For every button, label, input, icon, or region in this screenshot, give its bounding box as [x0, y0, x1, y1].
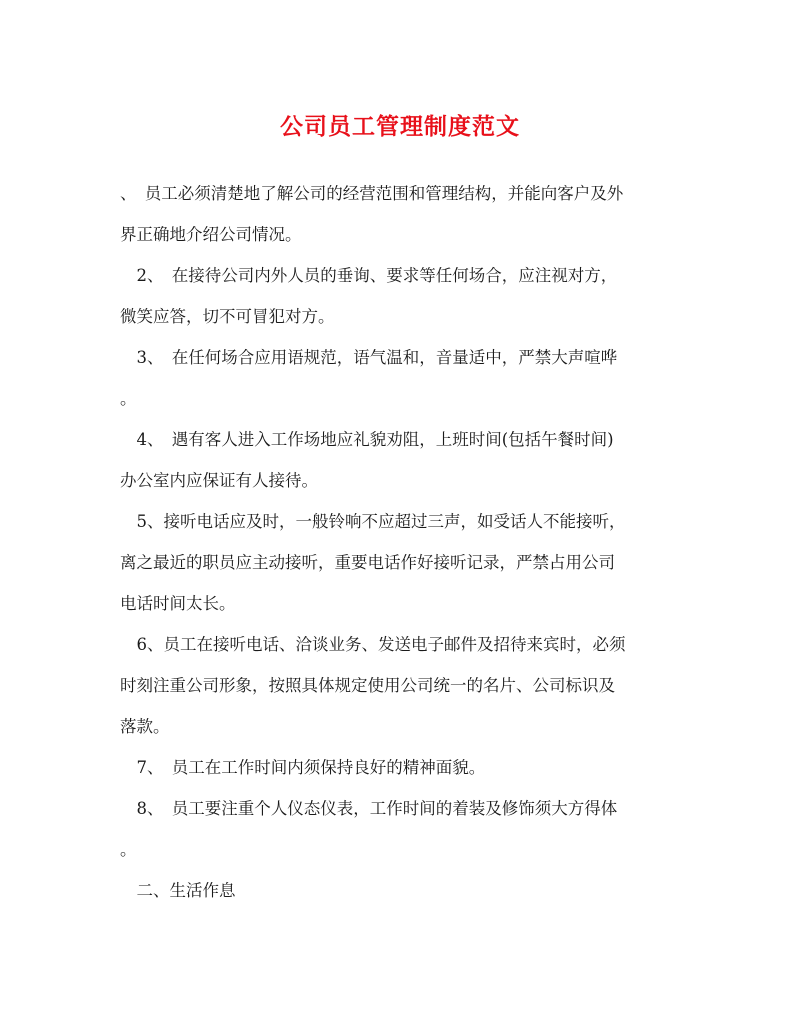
body-line-16: 8、 员工要注重个人仪态仪表，工作时间的着装及修饰须大方得体: [120, 799, 618, 818]
body-line-1: 、 员工必须清楚地了解公司的经营范围和管理结构，并能向客户及外: [120, 184, 624, 203]
document-title: 公司员工管理制度范文: [280, 113, 520, 140]
body-line-13: 时刻注重公司形象，按照具体规定使用公司统一的名片、公司标识及: [120, 676, 615, 695]
body-line-11: 电话时间太长。: [120, 594, 236, 613]
body-line-12: 6、员工在接听电话、洽谈业务、发送电子邮件及招待来宾时，必须: [120, 635, 626, 654]
body-line-5: 3、 在任何场合应用语规范，语气温和，音量适中，严禁大声喧哗: [120, 348, 618, 367]
body-line-7: 4、 遇有客人进入工作场地应礼貌劝阻，上班时间(包括午餐时间): [120, 430, 614, 449]
body-line-2: 界正确地介绍公司情况。: [120, 225, 302, 244]
body-line-6: 。: [120, 389, 137, 408]
body-line-3: 2、 在接待公司内外人员的垂询、要求等任何场合，应注视对方，: [120, 266, 618, 285]
body-line-10: 离之最近的职员应主动接听，重要电话作好接听记录，严禁占用公司: [120, 553, 615, 572]
body-line-15: 7、 员工在工作时间内须保持良好的精神面貌。: [120, 758, 486, 777]
body-line-8: 办公室内应保证有人接待。: [120, 471, 318, 490]
body-line-4: 微笑应答，切不可冒犯对方。: [120, 307, 335, 326]
body-line-9: 5、接听电话应及时，一般铃响不应超过三声，如受话人不能接听，: [120, 512, 626, 531]
body-line-17: 。: [120, 840, 137, 859]
section-heading: 二、生活作息: [120, 881, 236, 900]
body-line-14: 落款。: [120, 717, 170, 736]
